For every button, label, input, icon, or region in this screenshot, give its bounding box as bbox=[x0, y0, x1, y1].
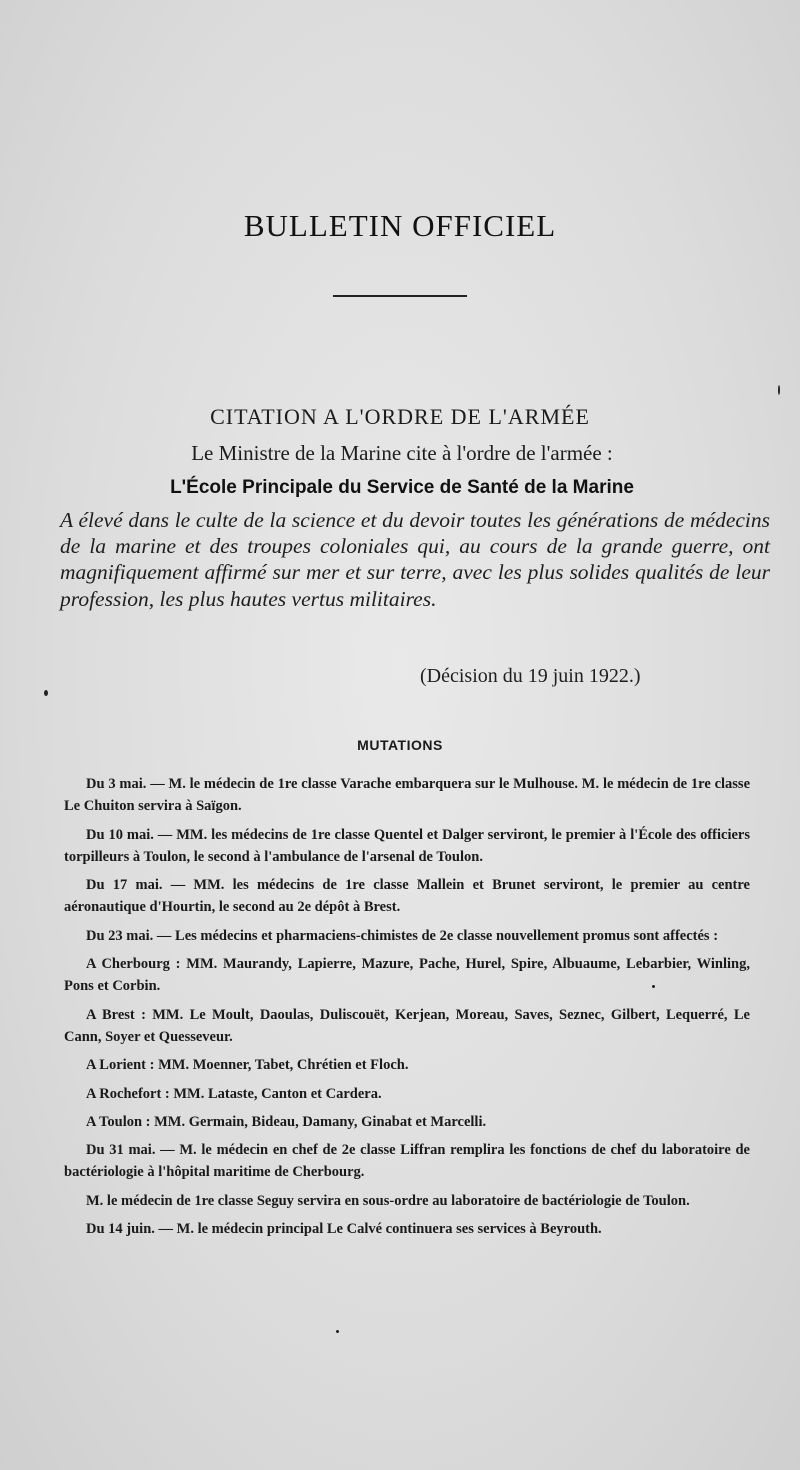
scan-speck bbox=[44, 690, 48, 696]
mutation-paragraph: A Toulon : MM. Germain, Bideau, Damany, Ginabat et Marcelli. bbox=[86, 1113, 487, 1130]
title-rule bbox=[333, 295, 467, 297]
bulletin-title: BULLETIN OFFICIEL bbox=[243, 208, 557, 243]
mutation-paragraph: Du 10 mai. — MM. les médecins de 1re classe Quentel et Dalger serviront, le premier à l'École des officiers torpilleurs à Toulon, le second à l'ambulance de l'arsenal de Toulon. bbox=[64, 826, 750, 865]
citation-heading: CITATION A L'ORDRE DE L'ARMÉE bbox=[210, 404, 590, 429]
citation-honoree: L'École Principale du Service de Santé de la Marine bbox=[170, 477, 634, 498]
citation-decision: (Décision du 19 juin 1922.) bbox=[420, 665, 641, 687]
citation-text: A élevé dans le culte de la science et du devoir toutes les générations de médecins de la marine et des troupes coloniales qui, au cours de la grande guerre, ont magnifiquement affirmé sur mer et sur terre, avec les plus solides qualités de leur profession, les plus hautes vertus militaires. bbox=[60, 508, 770, 611]
mutation-paragraph: A Brest : MM. Le Moult, Daoulas, Duliscouët, Kerjean, Moreau, Saves, Seznec, Gilbert, Lequerré, Le Cann, Soyer et Quesseveur. bbox=[64, 1006, 750, 1045]
scan-speck bbox=[336, 1330, 339, 1333]
scan-speck bbox=[778, 385, 780, 395]
mutation-paragraph: A Rochefort : MM. Lataste, Canton et Cardera. bbox=[86, 1085, 382, 1102]
mutation-paragraph: Du 31 mai. — M. le médecin en chef de 2e classe Liffran remplira les fonctions de chef du laboratoire de bactériologie à l'hôpital maritime de Cherbourg. bbox=[64, 1142, 750, 1181]
mutation-paragraph: Du 23 mai. — Les médecins et pharmaciens-chimistes de 2e classe nouvellement promus sont affectés : bbox=[86, 927, 719, 944]
mutation-paragraph: A Lorient : MM. Moenner, Tabet, Chrétien et Floch. bbox=[86, 1057, 409, 1074]
mutation-paragraph: Du 17 mai. — MM. les médecins de 1re classe Mallein et Brunet serviront, le premier au centre aéronautique d'Hourtin, le second au 2e dépôt à Brest. bbox=[64, 877, 750, 916]
mutation-paragraph: Du 3 mai. — M. le médecin de 1re classe Varache embarquera sur le Mulhouse. M. le médecin de 1re classe Le Chuiton servira à Saïgon. bbox=[64, 776, 750, 815]
mutation-paragraph: A Cherbourg : MM. Maurandy, Lapierre, Mazure, Pache, Hurel, Spire, Albuaume, Lebarbier, Winling, Pons et Corbin. bbox=[64, 956, 750, 995]
mutation-paragraph: M. le médecin de 1re classe Seguy servira en sous-ordre au laboratoire de bactériologie de Toulon. bbox=[86, 1192, 690, 1209]
mutations-list bbox=[64, 773, 750, 1246]
citation-intro: Le Ministre de la Marine cite à l'ordre de l'armée : bbox=[191, 441, 613, 465]
mutations-heading: MUTATIONS bbox=[357, 737, 443, 753]
mutation-paragraph: Du 14 juin. — M. le médecin principal Le Calvé continuera ses services à Beyrouth. bbox=[86, 1221, 602, 1238]
